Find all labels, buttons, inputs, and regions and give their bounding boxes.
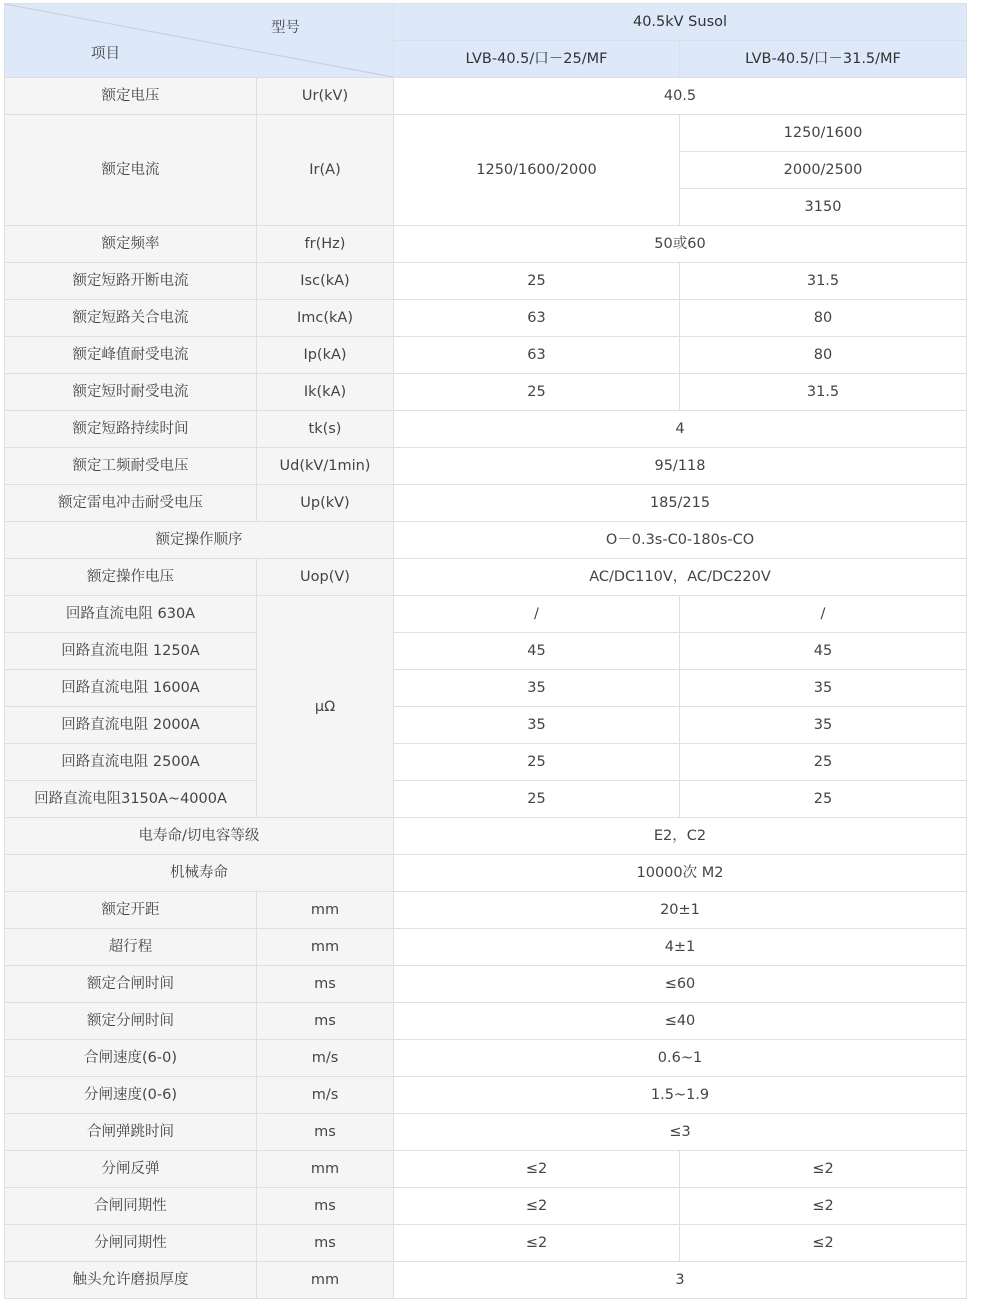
table-row — [5, 1003, 967, 1040]
table-row — [5, 855, 967, 892]
table-row — [5, 78, 967, 115]
row-value-b: 3150 — [680, 189, 967, 226]
row-label: 额定短路关合电流 — [5, 300, 257, 337]
row-value: 185/215 — [394, 485, 967, 522]
row-value: 1.5~1.9 — [394, 1077, 967, 1114]
table-row — [5, 263, 967, 300]
row-value: 4±1 — [394, 929, 967, 966]
row-label: 额定短路持续时间 — [5, 411, 257, 448]
table-row — [5, 115, 967, 152]
row-value-a: 25 — [394, 374, 680, 411]
table-row — [5, 1188, 967, 1225]
row-value: ≤3 — [394, 1114, 967, 1151]
row-label: 触头允许磨损厚度 — [5, 1262, 257, 1299]
row-value-a: / — [394, 596, 680, 633]
row-value-a: 45 — [394, 633, 680, 670]
row-unit: mm — [257, 929, 394, 966]
row-unit: Up(kV) — [257, 485, 394, 522]
row-label: 额定电流 — [5, 115, 257, 226]
row-unit: ms — [257, 1114, 394, 1151]
row-label: 额定雷电冲击耐受电压 — [5, 485, 257, 522]
row-value-b: ≤2 — [680, 1151, 967, 1188]
row-value-b: 80 — [680, 337, 967, 374]
row-value-a: 35 — [394, 670, 680, 707]
table-row — [5, 300, 967, 337]
row-value: 95/118 — [394, 448, 967, 485]
row-value-b: 35 — [680, 707, 967, 744]
row-value-b: / — [680, 596, 967, 633]
table-row — [5, 1225, 967, 1262]
row-label: 额定短时耐受电流 — [5, 374, 257, 411]
row-unit: fr(Hz) — [257, 226, 394, 263]
row-value: 0.6~1 — [394, 1040, 967, 1077]
model-a-header: LVB-40.5/口－25/MF — [394, 41, 680, 78]
row-value-a: 63 — [394, 300, 680, 337]
row-value-b: 25 — [680, 744, 967, 781]
table-row — [5, 226, 967, 263]
table-row — [5, 559, 967, 596]
row-value-b: 31.5 — [680, 263, 967, 300]
table-row — [5, 744, 967, 781]
row-label: 额定合闸时间 — [5, 966, 257, 1003]
row-unit: Ur(kV) — [257, 78, 394, 115]
row-value: 20±1 — [394, 892, 967, 929]
row-label: 回路直流电阻 630A — [5, 596, 257, 633]
row-value-b: 80 — [680, 300, 967, 337]
spec-table — [4, 3, 967, 1299]
row-unit: m/s — [257, 1040, 394, 1077]
row-label: 额定操作顺序 — [5, 522, 394, 559]
row-label: 额定频率 — [5, 226, 257, 263]
table-row — [5, 1114, 967, 1151]
row-value-b: 2000/2500 — [680, 152, 967, 189]
table-row — [5, 781, 967, 818]
row-label: 额定电压 — [5, 78, 257, 115]
row-unit: Ir(A) — [257, 115, 394, 226]
row-value: E2，C2 — [394, 818, 967, 855]
row-value-b: ≤2 — [680, 1225, 967, 1262]
row-value-b: 35 — [680, 670, 967, 707]
model-b-header: LVB-40.5/口－31.5/MF — [680, 41, 967, 78]
row-label: 回路直流电阻 2500A — [5, 744, 257, 781]
row-value: ≤40 — [394, 1003, 967, 1040]
row-unit: ms — [257, 1188, 394, 1225]
table-row — [5, 633, 967, 670]
row-value-a: ≤2 — [394, 1151, 680, 1188]
row-label: 合闸弹跳时间 — [5, 1114, 257, 1151]
row-unit: ms — [257, 1003, 394, 1040]
table-row — [5, 522, 967, 559]
table-row — [5, 670, 967, 707]
row-label: 额定短路开断电流 — [5, 263, 257, 300]
row-value-b: 1250/1600 — [680, 115, 967, 152]
resistance-unit: μΩ — [257, 596, 394, 818]
row-value: 50或60 — [394, 226, 967, 263]
row-value-a: 25 — [394, 263, 680, 300]
row-unit: mm — [257, 1151, 394, 1188]
row-value-b: ≤2 — [680, 1188, 967, 1225]
header-row — [5, 4, 967, 41]
header-corner-cell — [5, 4, 394, 78]
row-label: 额定操作电压 — [5, 559, 257, 596]
row-label: 额定开距 — [5, 892, 257, 929]
row-label: 分闸速度(0-6) — [5, 1077, 257, 1114]
row-value: 40.5 — [394, 78, 967, 115]
table-row — [5, 411, 967, 448]
row-value-b: 45 — [680, 633, 967, 670]
row-unit: m/s — [257, 1077, 394, 1114]
table-row — [5, 1077, 967, 1114]
row-value-a: 35 — [394, 707, 680, 744]
row-value-a: 25 — [394, 744, 680, 781]
item-header-label: 项目 — [91, 46, 120, 62]
row-label: 回路直流电阻 2000A — [5, 707, 257, 744]
row-label: 额定峰值耐受电流 — [5, 337, 257, 374]
table-row — [5, 818, 967, 855]
row-label: 回路直流电阻3150A~4000A — [5, 781, 257, 818]
row-value: 10000次 M2 — [394, 855, 967, 892]
table-row — [5, 1040, 967, 1077]
row-label: 回路直流电阻 1250A — [5, 633, 257, 670]
table-row — [5, 1262, 967, 1299]
row-value-a: 63 — [394, 337, 680, 374]
row-value: ≤60 — [394, 966, 967, 1003]
row-label: 合闸同期性 — [5, 1188, 257, 1225]
table-row — [5, 1151, 967, 1188]
row-label: 回路直流电阻 1600A — [5, 670, 257, 707]
row-label: 分闸反弹 — [5, 1151, 257, 1188]
row-value-a: 25 — [394, 781, 680, 818]
row-value: 4 — [394, 411, 967, 448]
row-value-b: 25 — [680, 781, 967, 818]
row-unit: Uop(V) — [257, 559, 394, 596]
table-row — [5, 707, 967, 744]
row-unit: ms — [257, 1225, 394, 1262]
row-unit: Imc(kA) — [257, 300, 394, 337]
row-unit: mm — [257, 892, 394, 929]
row-unit: Ud(kV/1min) — [257, 448, 394, 485]
table-row — [5, 929, 967, 966]
row-unit: Isc(kA) — [257, 263, 394, 300]
row-unit: mm — [257, 1262, 394, 1299]
table-row — [5, 374, 967, 411]
row-value: O－0.3s-C0-180s-CO — [394, 522, 967, 559]
row-label: 分闸同期性 — [5, 1225, 257, 1262]
table-row — [5, 892, 967, 929]
row-unit: ms — [257, 966, 394, 1003]
table-row — [5, 448, 967, 485]
table-row — [5, 485, 967, 522]
row-unit: tk(s) — [257, 411, 394, 448]
row-value-a: 1250/1600/2000 — [394, 115, 680, 226]
table-row — [5, 966, 967, 1003]
row-value: AC/DC110V，AC/DC220V — [394, 559, 967, 596]
row-label: 超行程 — [5, 929, 257, 966]
row-label: 额定分闸时间 — [5, 1003, 257, 1040]
row-label: 机械寿命 — [5, 855, 394, 892]
row-value-a: ≤2 — [394, 1188, 680, 1225]
diagonal-line — [5, 4, 393, 77]
table-row — [5, 337, 967, 374]
row-value: 3 — [394, 1262, 967, 1299]
row-unit: Ip(kA) — [257, 337, 394, 374]
row-label: 电寿命/切电容等级 — [5, 818, 394, 855]
row-label: 额定工频耐受电压 — [5, 448, 257, 485]
row-value-b: 31.5 — [680, 374, 967, 411]
model-header-label: 型号 — [271, 20, 300, 36]
row-value-a: ≤2 — [394, 1225, 680, 1262]
row-unit: Ik(kA) — [257, 374, 394, 411]
row-label: 合闸速度(6-0) — [5, 1040, 257, 1077]
table-row — [5, 596, 967, 633]
series-title: 40.5kV Susol — [394, 4, 967, 41]
